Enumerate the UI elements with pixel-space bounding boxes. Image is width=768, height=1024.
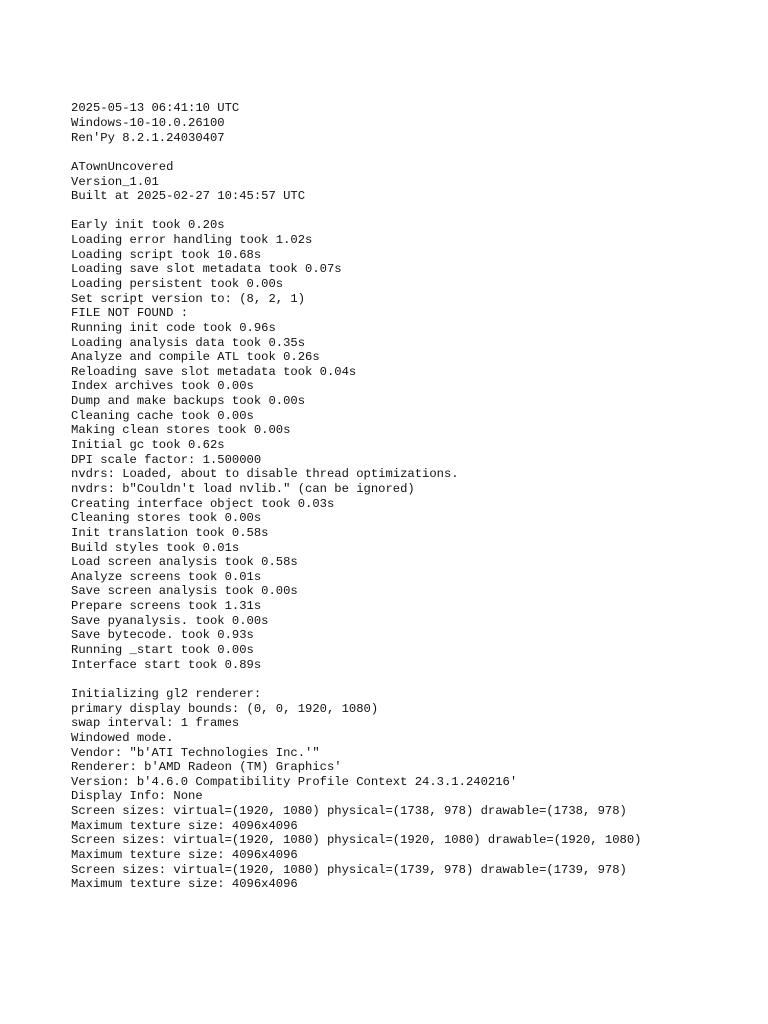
log-line: Early init took 0.20s (71, 218, 225, 233)
log-line: Interface start took 0.89s (71, 657, 262, 672)
log-line: Load screen analysis took 0.58s (71, 555, 298, 570)
log-line: Build styles took 0.01s (71, 540, 240, 555)
log-line: Display Info: None (71, 789, 203, 804)
log-line: Windowed mode. (71, 730, 174, 745)
log-line: Maximum texture size: 4096x4096 (71, 847, 298, 862)
log-line: Windows-10-10.0.26100 (71, 115, 225, 130)
log-line: Running _start took 0.00s (71, 643, 254, 658)
log-line: Save pyanalysis. took 0.00s (71, 613, 269, 628)
log-line: Maximum texture size: 4096x4096 (71, 877, 298, 892)
log-block-game-info (71, 160, 748, 204)
log-line: Version: b'4.6.0 Compatibility Profile Context 24.3.1.240216' (71, 774, 518, 789)
log-document (71, 72, 748, 907)
log-line: Initial gc took 0.62s (71, 438, 225, 453)
log-line: Cleaning cache took 0.00s (71, 408, 254, 423)
log-line: DPI scale factor: 1.500000 (71, 452, 262, 467)
log-line: Cleaning stores took 0.00s (71, 511, 262, 526)
log-line: Loading analysis data took 0.35s (71, 335, 306, 350)
log-line: Analyze and compile ATL took 0.26s (71, 350, 320, 365)
log-line: Loading persistent took 0.00s (71, 277, 284, 291)
log-line: Maximum texture size: 4096x4096 (71, 818, 298, 833)
log-line: Init translation took 0.58s (71, 525, 269, 540)
log-line: Save bytecode. took 0.93s (71, 628, 254, 643)
log-line: 2025-05-13 06:41:10 UTC (71, 101, 240, 116)
log-line: Renderer: b'AMD Radeon (TM) Graphics' (71, 760, 342, 775)
log-line: Creating interface object took 0.03s (71, 496, 335, 511)
log-line: Screen sizes: virtual=(1920, 1080) physical=(1738, 978) drawable=(1738, 978) (71, 804, 627, 819)
log-line: Making clean stores took 0.00s (71, 423, 291, 438)
log-line: Screen sizes: virtual=(1920, 1080) physical=(1739, 978) drawable=(1739, 978) (71, 862, 627, 877)
log-line: Running init code took 0.96s (71, 320, 276, 335)
log-line: nvdrs: b"Couldn't load nvlib." (can be ignored) (71, 481, 415, 496)
log-line: Vendor: "b'ATI Technologies Inc.'" (71, 745, 320, 760)
log-line: Save screen analysis took 0.00s (71, 584, 298, 599)
log-line: Ren'Py 8.2.1.24030407 (71, 130, 225, 145)
log-line: Initializing gl2 renderer: (71, 686, 262, 701)
log-block-system-info (71, 101, 748, 145)
log-line: Built at 2025-02-27 10:45:57 UTC (71, 189, 306, 204)
log-line: Version_1.01 (71, 174, 159, 189)
log-text (71, 101, 748, 892)
log-line: nvdrs: Loaded, about to disable thread optimizations. (71, 467, 459, 482)
log-line: Loading script took 10.68s (71, 247, 262, 262)
log-line: Set script version to: (8, 2, 1) (71, 291, 306, 306)
log-line: Analyze screens took 0.01s (71, 569, 262, 584)
log-line: Loading error handling took 1.02s (71, 233, 313, 248)
log-line: Prepare screens took 1.31s (71, 599, 262, 614)
log-line: primary display bounds: (0, 0, 1920, 1080) (71, 701, 379, 716)
log-block-renderer-info (71, 687, 748, 892)
log-line: FILE NOT FOUND : (71, 306, 189, 321)
log-line: Loading save slot metadata took 0.07s (71, 262, 342, 277)
log-line: Index archives took 0.00s (71, 379, 254, 394)
log-line: Dump and make backups took 0.00s (71, 394, 306, 409)
log-line: Reloading save slot metadata took 0.04s (71, 364, 357, 379)
log-line: Screen sizes: virtual=(1920, 1080) physical=(1920, 1080) drawable=(1920, 1080) (71, 833, 642, 848)
log-line: swap interval: 1 frames (71, 716, 240, 731)
log-block-init-timings (71, 218, 748, 672)
log-line: ATownUncovered (71, 159, 174, 174)
